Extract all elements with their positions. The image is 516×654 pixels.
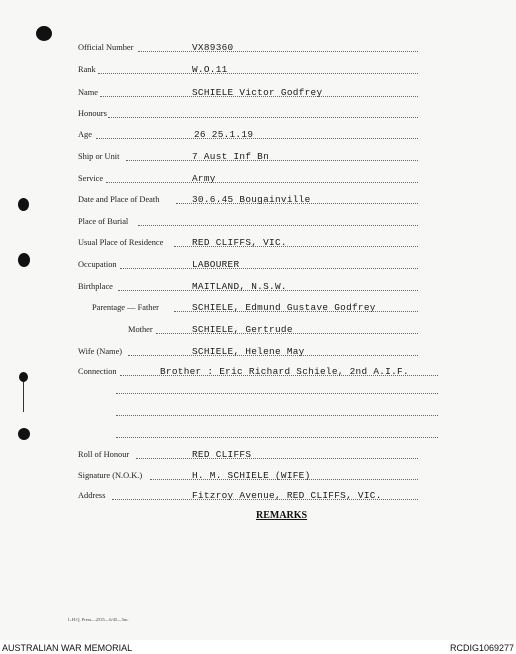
roll-of-honour-value: RED CLIFFS (192, 449, 252, 460)
honours-label: Honours (78, 109, 107, 118)
address-label: Address (78, 491, 106, 500)
usual-residence-row (78, 237, 438, 251)
printer-imprint: L.H.Q. Press—2535—6/45—5m. (68, 617, 129, 622)
wife-row (78, 346, 438, 360)
name-value: SCHIELE Victor Godfrey (192, 87, 323, 98)
ship-or-unit-label: Ship or Unit (78, 152, 120, 161)
signature-row (78, 470, 438, 484)
occupation-row (78, 259, 438, 273)
honours-row (78, 108, 438, 122)
dotted-rule (138, 51, 418, 52)
official-number-label: Official Number (78, 43, 134, 52)
place-of-burial-label: Place of Burial (78, 217, 129, 226)
rank-value: W.O.11 (192, 64, 228, 75)
ship-or-unit-row (78, 151, 438, 165)
footer-right-caption: RCDIG1069277 (449, 643, 514, 653)
date-place-death-label: Date and Place of Death (78, 195, 160, 204)
dotted-rule (120, 268, 418, 269)
footer-left-caption: AUSTRALIAN WAR MEMORIAL (2, 643, 133, 653)
occupation-label: Occupation (78, 260, 117, 269)
punch-hole-icon (23, 382, 24, 412)
connection-continuation-line (116, 393, 438, 394)
service-label: Service (78, 174, 104, 183)
birthplace-row (78, 281, 438, 295)
date-place-death-value: 30.6.45 Bougainville (192, 194, 311, 205)
punch-hole-icon (18, 198, 29, 211)
connection-label: Connection (78, 367, 117, 376)
dotted-rule (96, 138, 418, 139)
usual-residence-value: RED CLIFFS, VIC. (192, 237, 287, 248)
occupation-value: LABOURER (192, 259, 240, 270)
ship-or-unit-value: 7 Aust Inf Bn (192, 151, 270, 162)
dotted-rule (98, 73, 418, 74)
punch-hole-icon (36, 26, 52, 41)
signature-value: H. M. SCHIELE (WIFE) (192, 470, 311, 481)
connection-continuation-line (116, 437, 438, 438)
name-label: Name (78, 88, 98, 97)
punch-hole-icon (19, 372, 28, 382)
rank-label: Rank (78, 65, 96, 74)
address-row (78, 490, 438, 504)
father-label: Parentage — Father (92, 303, 159, 312)
official-number-value: VX89360 (192, 42, 234, 53)
dotted-rule (106, 182, 418, 183)
connection-continuation-line (116, 415, 438, 416)
remarks-heading: REMARKS (256, 510, 308, 521)
rank-row (78, 64, 438, 78)
birthplace-value: MAITLAND, N.S.W. (192, 281, 287, 292)
date-place-death-row (78, 194, 438, 208)
roll-of-honour-row (78, 449, 438, 463)
service-value: Army (192, 173, 216, 184)
mother-value: SCHIELE, Gertrude (192, 324, 293, 335)
punch-hole-icon (18, 253, 30, 267)
connection-value: Brother : Eric Richard Schiele, 2nd A.I.F. (160, 366, 409, 377)
usual-residence-label: Usual Place of Residence (78, 238, 164, 247)
service-row (78, 173, 438, 187)
roll-of-honour-label: Roll of Honour (78, 450, 130, 459)
punch-hole-icon (18, 428, 30, 440)
wife-value: SCHIELE, Helene May (192, 346, 305, 357)
age-value: 26 25.1.19 (194, 129, 254, 140)
father-value: SCHIELE, Edmund Gustave Godfrey (192, 302, 376, 313)
mother-row (78, 324, 438, 338)
age-label: Age (78, 130, 92, 139)
address-value: Fitzroy Avenue, RED CLIFFS, VIC. (192, 490, 382, 501)
dotted-rule (138, 225, 418, 226)
dotted-rule (126, 160, 418, 161)
birthplace-label: Birthplace (78, 282, 113, 291)
name-row (78, 87, 438, 101)
signature-label: Signature (N.O.K.) (78, 471, 143, 480)
official-number-row (78, 42, 438, 56)
age-row (78, 129, 438, 143)
wife-label: Wife (Name) (78, 347, 123, 356)
dotted-rule (108, 117, 418, 118)
connection-row (78, 366, 442, 380)
dotted-rule (136, 458, 418, 459)
mother-label: Mother (128, 325, 153, 334)
father-row (78, 302, 438, 316)
place-of-burial-row (78, 216, 438, 230)
